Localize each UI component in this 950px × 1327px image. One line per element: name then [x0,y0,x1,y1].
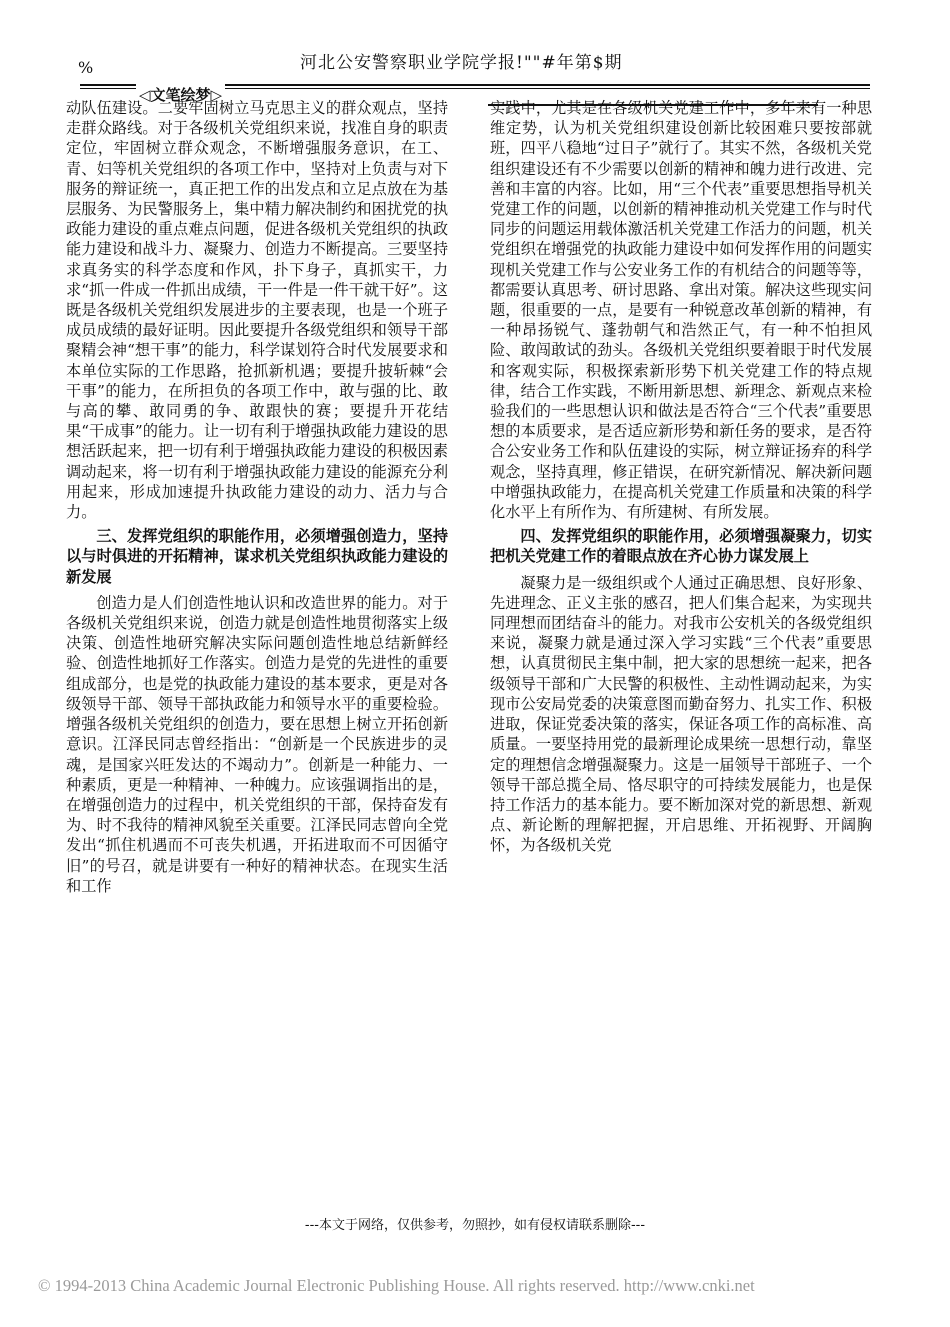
right-paragraph-2: 凝聚力是一级组织或个人通过正确思想、良好形象、先进理念、正义主张的感召，把人们集合起来，为实现共同理想而团结奋斗的能力。对我市公安机关的各级党组织来说，凝聚力就是通过深入学习实践“三个代表”重要思想，认真贯彻民主集中制，把大家的思想统一起来，把各级领导干部和广大民警的积极性、主动性调动起来，为实现市公安局党委的决策意图而勤奋努力、扎实工作、积极进取，保证党委决策的落实，保证各项工作的高标准、高质量。一要坚持用党的最新理论成果统一思想行动，靠坚定的理想信念增强凝聚力。这是一届领导干部班子、一个领导干部总揽全局、恪尽职守的可持续发展能力，也是保持工作活力的基本能力。要不断加深对党的新思想、新观点、新论断的理解把握，开启思维、开拓视野、开阔胸怀，为各级机关党 [490,573,872,855]
section-heading-3: 三、发挥党组织的职能作用，必须增强创造力，坚持以与时俱进的开拓精神，谋求机关党组织执政能力建设的新发展 [66,527,448,586]
right-column [490,98,872,856]
watermark-label: ◁文笔绘梦▷ [136,84,225,105]
left-column [66,98,448,896]
copyright-line: © 1994-2013 China Academic Journal Electronic Publishing House. All rights reserved. http://www.cnki.net [38,1276,755,1295]
left-paragraph-2: 创造力是人们创造性地认识和改造世界的能力。对于各级机关党组织来说，创造力就是创造性地贯彻落实上级决策、创造性地研究解决实际问题创造性地总结新鲜经验、创造性地抓好工作落实。创造力是党的先进性的重要组成部分，也是党的执政能力建设的基本要求，更是对各级领导干部、领导干部执政能力和领导水平的重要检验。增强各级机关党组织的创造力，要在思想上树立开拓创新意识。江泽民同志曾经指出：“创新是一个民族进步的灵魂，是国家兴旺发达的不竭动力”。创新是一种能力、一种素质，更是一种精神、一种魄力。应该强调指出的是，在增强创造力的过程中，机关党组织的干部，保持奋发有为、时不我待的精神风貌至关重要。江泽民同志曾向全党发出“抓住机遇而不可丧失机遇，开拓进取而不可因循守旧”的号召，就是讲要有一种好的精神状态。在现实生活和工作 [66,593,448,895]
right-paragraph-1: 实践中，尤其是在各级机关党建工作中，多年来有一种思维定势，认为机关党组织建设创新比较困难只要按部就班，四平八稳地“过日子”就行了。其实不然，各级机关党组织建设还有不少需要以创新的精神和魄力进行改进、完善和丰富的内容。比如，用“三个代表”重要思想指导机关党建工作的问题，以创新的精神推动机关党建工作与时代同步的问题运用载体激活机关党建工作活力的问题，机关党组织在增强党的执政能力建设中如何发挥作用的问题实现机关党建工作与公安业务工作的有机结合的问题等等，都需要认真思考、研讨思路、拿出对策。解决这些现实问题，很重要的一点，是要有一种锐意改革创新的精神，有一种昂扬锐气、蓬勃朝气和浩然正气，有一种不怕担风险、敢闯敢试的劲头。各级机关党组织要着眼于时代发展和客观实际，积极探索新形势下机关党建工作的特点规律，结合工作实践，不断用新思想、新理念、新观点来检验我们的一些思想认识和做法是否符合“三个代表”重要思想的本质要求，是否适应新形势和新任务的要求，是否符合公安业务工作和队伍建设的实际，树立辩证扬弃的科学观念，坚持真理，修正错误，在研究新情况、解决新问题中增强执政能力，在提高机关党建工作质量和决策的科学化水平上有所作为、有所建树、有所发展。 [490,99,872,522]
page-number: % [78,58,94,77]
journal-header: 河北公安警察职业学院学报!""#年第$期 [300,53,623,73]
section-heading-4: 四、发挥党组织的职能作用，必须增强凝聚力，切实把机关党建工作的着眼点放在齐心协力谋发展上 [490,527,872,566]
disclaimer-note: ---本文于网络，仅供参考，勿照抄，如有侵权请联系删除--- [304,1218,646,1233]
left-paragraph-1: 动队伍建设。二要牢固树立马克思主义的群众观点，坚持走群众路线。对于各级机关党组织来说，找准自身的职责定位，牢固树立群众观念，不断增强服务意识，在工、青、妇等机关党组织的各项工作中，坚持对上负责与对下服务的辩证统一，真正把工作的出发点和立足点放在为基层服务、为民警服务上，集中精力解决制约和困扰党的执政能力建设的重点难点问题，促进各级机关党组织的执政能力建设和战斗力、凝聚力、创造力不断提高。三要坚持求真务实的科学态度和作风，扑下身子，真抓实干，力求“抓一件成一件抓出成绩，干一件是一件干就干好”。这既是各级机关党组织发展进步的主要表现，也是一个班子成员成绩的最好证明。因此要提升各级党组织和领导干部聚精会神“想干事”的能力，科学谋划符合时代发展要求和本单位实际的工作思路，抢抓新机遇；要提升披斩棘“会干事”的能力，在所担负的各项工作中，敢与强的比、敢与高的攀、敢同勇的争、敢跟快的赛；要提升开花结果“干成事”的能力。让一切有利于增强执政能力建设的思想活跃起来，把一切有利于增强执政能力建设的积极因素调动起来，将一切有利于增强执政能力建设的能源充分利用起来，形成加速提升执政能力建设的动力、活力与合力。 [66,99,448,522]
